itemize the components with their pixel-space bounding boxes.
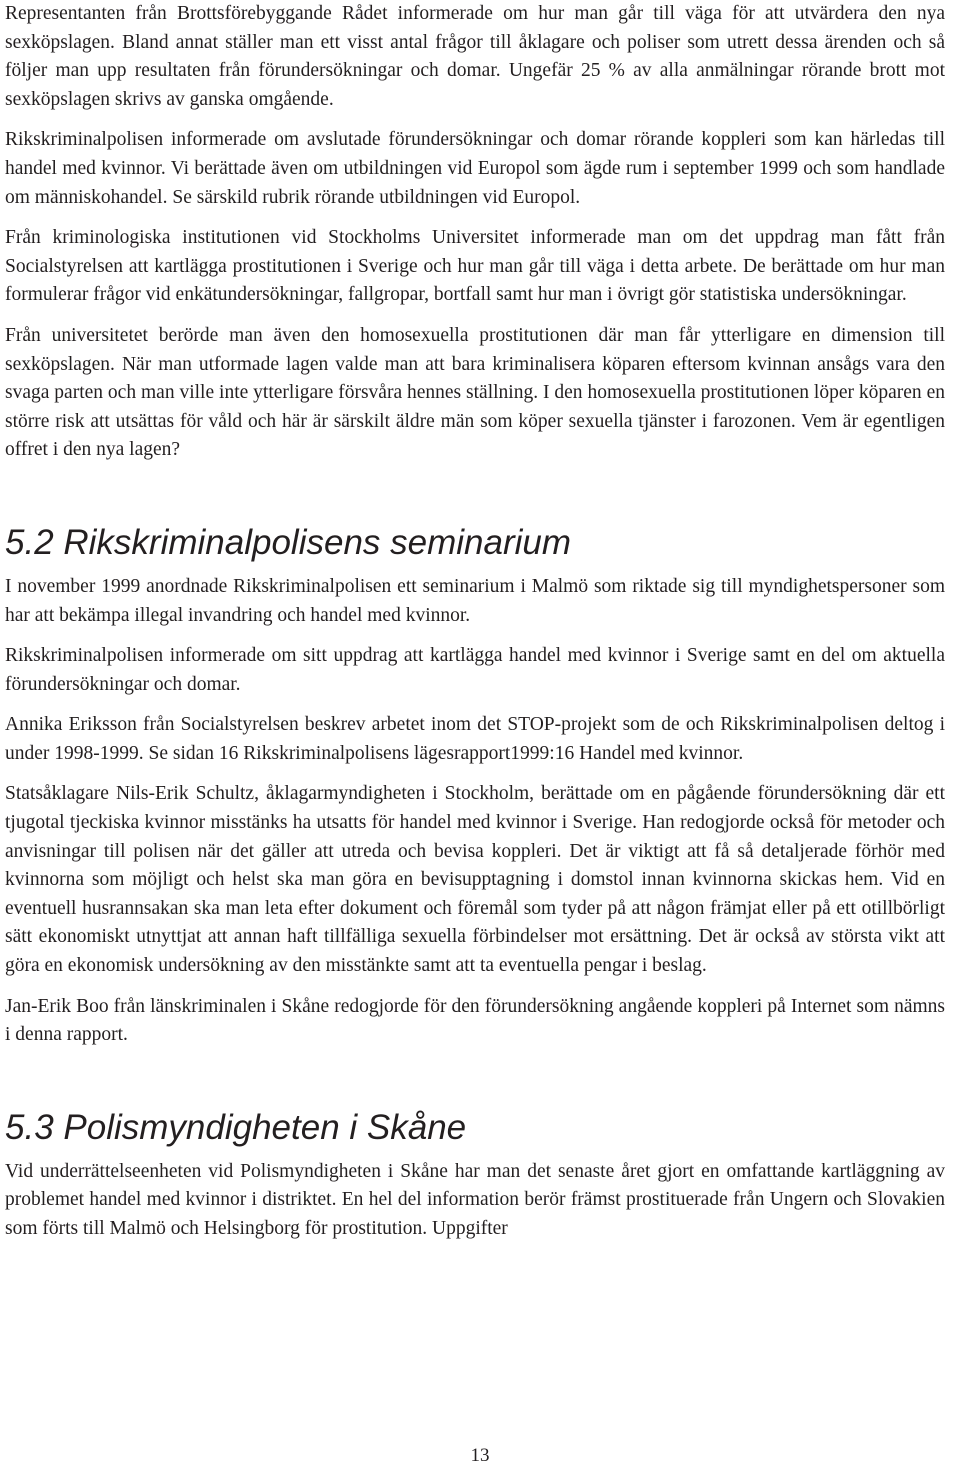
section-5-3 (5, 1108, 945, 1244)
paragraph: Rikskriminalpolisen informerade om avslutade förundersökningar och domar rörande koppleri som kan härledas till handel med kvinnor. Vi berättade även om utbildningen vid Europol som ägde rum i september 1999 och som handlade om människohandel. Se särskild rubrik rörande utbildningen vid Europol. (5, 129, 945, 208)
section-heading: 5.3 Polismyndigheten i Skåne (5, 1107, 467, 1147)
intro-section (5, 0, 945, 465)
paragraph: Vid underrättelseenheten vid Polismyndigheten i Skåne har man det senaste året gjort en omfattande kartläggning av problemet handel med kvinnor i distriktet. En hel del information berör främst prostituerade från Ungern och Slovakien som förts till Malmö och Helsingborg för prostitution. Uppgifter (5, 1160, 945, 1239)
paragraph: I november 1999 anordnade Rikskriminalpolisen ett seminarium i Malmö som riktade sig till myndighetspersoner som har att bekämpa illegal invandring och handel med kvinnor. (5, 575, 945, 626)
document-page (5, 0, 945, 1244)
paragraph: Statsåklagare Nils-Erik Schultz, åklagarmyndigheten i Stockholm, berättade om en pågående förundersökning där ett tjugotal tjeckiska kvinnor misstänks ha utsatts för handel med kvinnor i Sverige. Han redogjorde också för metoder och anvisningar till polisen när det gäller att utreda och bevisa koppleri. Det är viktigt att få så detaljerade förhör med kvinnorna som möjligt och helst ska man göra en bevisupptagning i domstol innan kvinnorna skickas hem. Vid en eventuell husrannsakan ska man leta efter dokument och föremål som tyder på att någon främjat eller på ett otillbörligt sätt ekonomiskt utnyttjat att annan haft tillfälliga sexuella förbindelser mot ersättning. Det är också av största vikt att göra en ekonomisk undersökning av den misstänkte samt att ta eventuella pengar i beslag. (5, 783, 945, 977)
paragraph: Jan-Erik Boo från länskriminalen i Skåne redogjorde för den förundersökning angående koppleri på Internet som nämns i denna rapport. (5, 995, 945, 1046)
paragraph: Från universitetet berörde man även den homosexuella prostitutionen där man får ytterligare en dimension till sexköpslagen. När man utformade lagen valde man att bara kriminalisera köparen eftersom kvinnan ansågs vara den svaga parten och man ville inte ytterligare försvåra hennes ställning. I den homosexuella prostitutionen löper köparen en större risk att utsättas för våld och här är särskilt äldre män som köper sexuella tjänster i farozonen. Vem är egentligen offret i den nya lagen? (5, 324, 945, 461)
section-5-2 (5, 523, 945, 1050)
paragraph: Rikskriminalpolisen informerade om sitt uppdrag att kartlägga handel med kvinnor i Sverige samt en del om aktuella förundersökningar och domar. (5, 645, 945, 695)
paragraph: Representanten från Brottsförebyggande Rådet informerade om hur man går till väga för att utvärdera den nya sexköpslagen. Bland annat ställer man ett visst antal frågor till åklagare och poliser som utrett dessa ärenden och så följer man upp resultaten från förundersökningar och domar. Ungefär 25 % av alla anmälningar rörande brott mot sexköpslagen skrivs av ganska omgående. (5, 3, 945, 110)
section-heading: 5.2 Rikskriminalpolisens seminarium (5, 522, 572, 562)
paragraph: Annika Eriksson från Socialstyrelsen beskrev arbetet inom det STOP-projekt som de och Rikskriminalpolisen deltog i under 1998-1999. Se sidan 16 Rikskriminalpolisens lägesrapport1999:16 Handel med kvinnor. (5, 714, 945, 764)
page-number: 13 (470, 1445, 490, 1466)
paragraph: Från kriminologiska institutionen vid Stockholms Universitet informerade man om det uppdrag man fått från Socialstyrelsen att kartlägga prostitutionen i Sverige och hur man går till väga i detta arbete. De berättade om hur man formulerar frågor vid enkätundersökningar, fallgropar, bortfall samt hur man i övrigt gör statistiska undersökningar. (5, 227, 945, 306)
